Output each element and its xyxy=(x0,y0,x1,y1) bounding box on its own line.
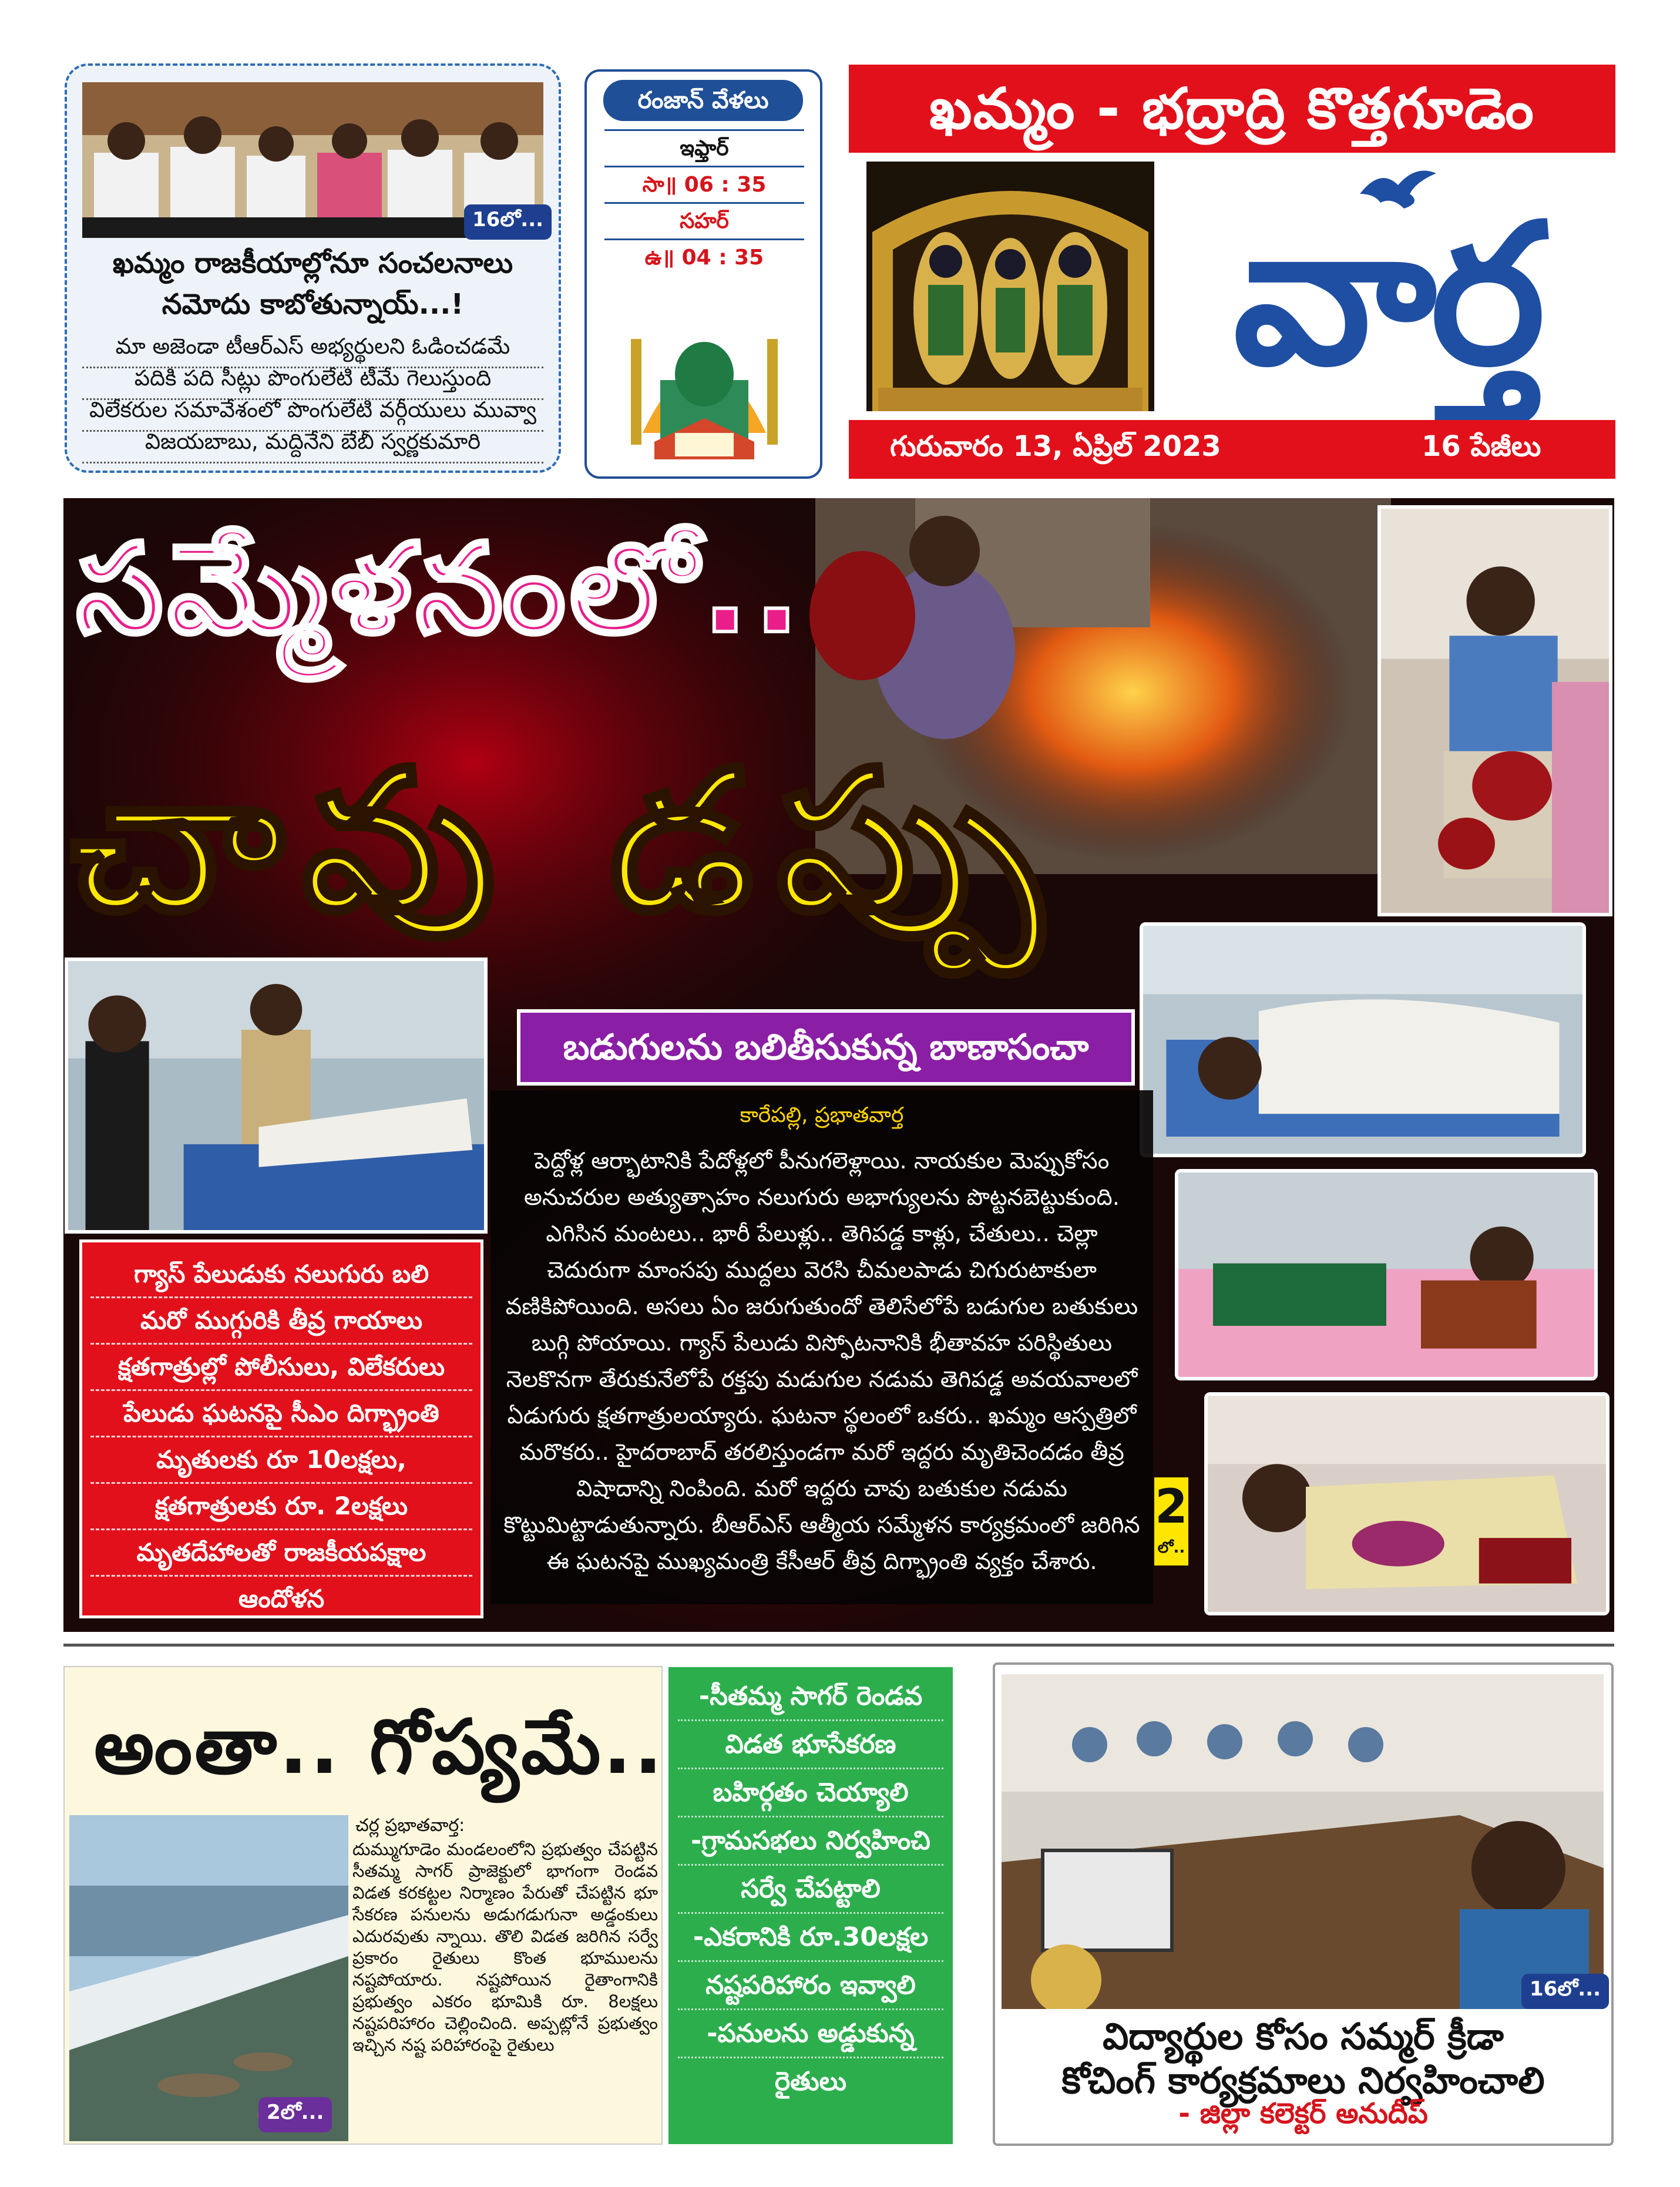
iftar-label: ఇఫ్తార్ xyxy=(604,129,804,164)
demand-line: నష్టపరిహారం ఇవ్వాలి xyxy=(678,1962,943,2010)
highlight-item: మృతదేహాలతో రాజకీయపక్షాల xyxy=(90,1530,472,1577)
demand-line: -గ్రామసభలు నిర్వహించి xyxy=(678,1818,943,1866)
collector-attribution: - జిల్లా కలెక్టర్ అనుదీప్ xyxy=(1178,2097,1428,2130)
section-divider xyxy=(63,1644,1614,1647)
highlight-item: మరో ముగ్గురికి తీవ్ర గాయాలు xyxy=(90,1298,472,1345)
temple-deities-image xyxy=(866,162,1154,411)
highlight-item: మృతులకు రూ 10లక్షలు, xyxy=(90,1437,472,1484)
region-banner: ఖమ్మం - భద్రాద్రి కొత్తగూడెం xyxy=(849,65,1615,153)
hospital-bed-photo-2 xyxy=(1175,1169,1598,1380)
demand-line: -ఎకరానికి రూ.30లక్షల xyxy=(678,1914,943,1962)
ramadan-title: రంజాన్ వేళలు xyxy=(603,80,803,121)
lead-body: పెద్దోళ్ల ఆర్భాటానికి పేదోళ్లలో పీనుగలెళ్లాయి. నాయకుల మెప్పుకోసం అనుచరుల అత్యుత్సాహం నలుగురు అభాగ్యులను పొట్టనబెట్టుకుంది. ఎగిసిన మంటలు.. భారీ పేలుళ్లు.. తెగిపడ్డ కాళ్లు, చేతులు.. చెల్లా చెదురుగా మాంసపు ముద్దలు వెరసి చీమలపాడు చిగురుటాకులా వణికిపోయింది. అసలు ఏం జరుగుతుందో తెలిసేలోపే బడుగుల బతుకులు బుగ్గి పోయాయి. గ్యాస్ పేలుడు విస్ఫోటనానికి భీతావహ పరిస్థితులు నెలకొనగా తేరుకునేలోపే రక్తపు మడుగుల నడుమ తెగిపడ్డ అవయవాలలో ఏడుగురు క్షతగాత్రులయ్యారు. ఘటనా స్థలంలో ఒకరు.. ఖమ్మం ఆస్పత్రిలో మరొకరు.. హైదరాబాద్ తరలిస్తుండగా మరో ఇద్దరు మృతిచెందడం తీవ్ర విషాదాన్ని నింపింది. మరో ఇద్దరు చావు బతుకుల నడుమ కొట్టుమిట్టాడుతున్నారు. బీఆర్ఎస్ ఆత్మీయ సమ్మేళన కార్యక్రమంలో జరిగిన ఈ ఘటనపై ముఖ్యమంత్రి కేసీఆర్ తీవ్ర దిగ్భ్రాంతి వ్యక్తం చేశారు. xyxy=(503,1148,1140,1575)
teaser-subline: పదికి పది సీట్లు పొంగులేటి టీమే గెలుస్తుంది xyxy=(82,365,543,400)
demand-line: బహిర్గతం చెయ్యాలి xyxy=(678,1769,943,1818)
teaser-headline-1: ఖమ్మం రాజకీయాల్లోనూ సంచలనాలు xyxy=(112,247,513,280)
lead-deck: బడుగులను బలితీసుకున్న బాణాసంచా xyxy=(517,1009,1135,1086)
demand-line: విడత భూసేకరణ xyxy=(678,1721,943,1769)
teaser-headline-2: నమోదు కాబోతున్నాయ్...! xyxy=(162,288,464,321)
lead-page-ref[interactable] xyxy=(1154,1477,1188,1565)
lead-headline: చావు డప్పు xyxy=(70,728,1066,954)
sahar-time: ఉ॥ 04 : 35 xyxy=(604,238,804,274)
iftar-time: సా॥ 06 : 35 xyxy=(604,166,804,201)
ramadan-timings-box xyxy=(584,69,822,479)
lead-page-ref-number: 2 xyxy=(1155,1479,1188,1534)
hospital-bed-photo-3 xyxy=(1204,1392,1610,1615)
lead-page-ref-suffix: లో.. xyxy=(1157,1539,1185,1557)
collector-page-tag[interactable]: 16లో... xyxy=(1521,1974,1609,2009)
collector-headline-2: కోచింగ్ కార్యక్రమాలు నిర్వహించాలి xyxy=(1061,2059,1545,2102)
mosque-icon xyxy=(619,292,789,468)
demand-line: రైతులు xyxy=(775,2067,846,2097)
teaser-subline: విలేకరుల సమావేశంలో పొంగులేటి వర్గీయులు మువ్వా xyxy=(82,397,543,432)
teaser-subline: విజయబాబు, మద్దినేని బేబీ స్వర్ణకుమారి xyxy=(82,429,543,463)
collector-headline-1: విద్యార్థుల కోసం సమ్మర్ క్రీడా xyxy=(1103,2015,1504,2058)
brand-logo: వార్త xyxy=(1233,180,1540,408)
lead-highlights-box xyxy=(79,1239,483,1618)
demand-line: -సీతమ్మ సాగర్ రెండవ xyxy=(678,1673,943,1721)
highlight-item: క్షతగాత్రుల్లో పోలీసులు, విలేకరులు xyxy=(90,1345,472,1391)
injured-man-photo xyxy=(1377,505,1612,916)
collector-meeting-photo xyxy=(1002,1674,1604,2009)
seethamma-page-tag[interactable]: 2లో... xyxy=(258,2097,332,2132)
lead-story-text[interactable] xyxy=(490,1090,1153,1604)
teaser-page-tag[interactable]: 16లో... xyxy=(464,204,552,240)
page-count: 16 పేజీలు xyxy=(1422,430,1541,463)
highlight-item: ఆందోళన xyxy=(238,1584,325,1613)
seethamma-body: దుమ్ముగూడెం మండలంలోని ప్రభుత్వం చేపట్టిన సీతమ్మ సాగర్ ప్రాజెక్టులో భాగంగా రెండవ విడత కరకట్టల నిర్మాణం పేరుతో చేపట్టిన భూ సేకరణ పనులను అడుగడుగునా అడ్డంకులు ఎదురవుతు న్నాయి. తొలి విడత జరిగిన సర్వే ప్రకారం రైతులు కొంత భూములను నష్టపోయారు. నష్టపోయిన రైతాంగానికి ప్రభుత్వం ఎకరం భూమికి రూ. 8లక్షలు నష్టపరిహారం చెల్లించింది. అప్పట్లోనే ప్రభుత్వం ఇచ్చిన నష్ట పరిహారంపై రైతులు xyxy=(352,1839,658,2055)
river-barrage-photo xyxy=(69,1815,348,2141)
lead-kicker: సమ్మేళనంలో.. xyxy=(76,517,805,661)
highlight-item: గ్యాస్ పేలుడుకు నలుగురు బలి xyxy=(90,1252,472,1298)
highlight-item: పేలుడు ఘటనపై సీఎం దిగ్భ్రాంతి xyxy=(90,1391,472,1437)
sahar-label: సహర్ xyxy=(604,202,804,237)
demand-line: -పనులను అడ్డుకున్న xyxy=(678,2010,943,2058)
seethamma-byline: చర్ల ప్రభాతవార్త: xyxy=(355,1815,465,1836)
demand-line: సర్వే చేపట్టాలి xyxy=(678,1866,943,1914)
demands-box xyxy=(668,1667,953,2144)
issue-date: గురువారం 13, ఏప్రిల్ 2023 xyxy=(890,430,1221,463)
seethamma-headline: అంతా.. గోప్యమే.. xyxy=(94,1704,665,1791)
lead-byline: కారేపల్లి, ప్రభాతవార్త xyxy=(740,1103,904,1127)
hospital-bed-photo-1 xyxy=(1140,922,1586,1157)
teaser-subline: మా అజెండా టీఆర్ఎస్ అభ్యర్థులని ఓడించడమే xyxy=(82,334,543,368)
highlight-item: క్షతగాత్రులకు రూ. 2లక్షలు xyxy=(90,1484,472,1530)
